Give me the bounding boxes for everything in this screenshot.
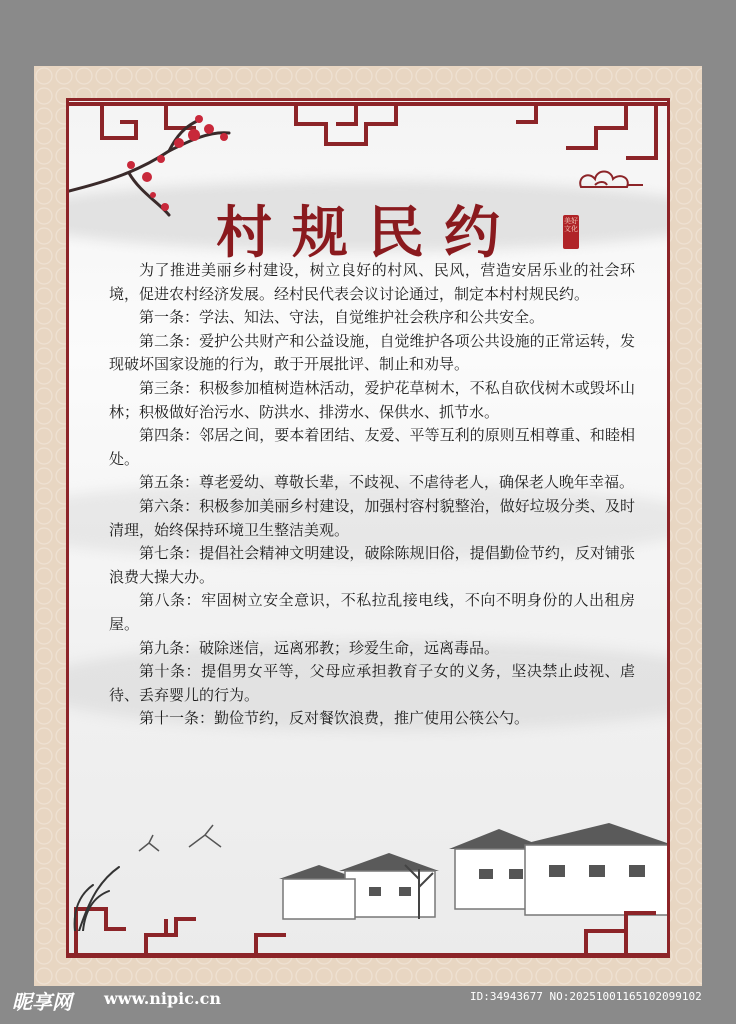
article-6: 第六条：积极参加美丽乡村建设，加强村容村貌整治，做好垃圾分类、及时清理，始终保持环境卫生整洁美观。 (109, 496, 635, 539)
article-5: 第五条：尊老爱幼、尊敬长辈，不歧视、不虐待老人，确保老人晚年幸福。 (139, 473, 635, 492)
intro-paragraph: 为了推进美丽乡村建设，树立良好的村风、民风，营造安居乐业的社会环境，促进农村经济发展。经村民代表会议讨论通过，制定本村村规民约。 (109, 261, 635, 303)
bottom-lattice-ornament (66, 889, 670, 958)
page-title: 村规民约 (216, 200, 520, 266)
article-4: 第四条：邻居之间，要本着团结、友爱、平等互利的原则互相尊重、和睦相处。 (109, 426, 635, 468)
article-3: 第三条：积极参加植树造林活动，爱护花草树木，不私自砍伐树木或毁坏山林；积极做好治污水、防洪水、排涝水、保供水、抓节水。 (109, 378, 635, 421)
regulations-text (109, 259, 635, 731)
watermark-id: ID:34943677 NO:20251001165102099102 (470, 990, 702, 1003)
article-2: 第二条：爱护公共财产和公益设施，自觉维护各项公共设施的正常运转，发现破坏国家设施的行为，敢于开展批评、制止和劝导。 (109, 331, 635, 374)
orchid-leaves-icon (69, 861, 139, 931)
article-10: 第十条：提倡男女平等，父母应承担教育子女的义务，坚决禁止歧视、虐待、丢弃婴儿的行为。 (109, 662, 635, 704)
watermark-logo: 昵享网 (12, 990, 72, 1014)
article-9: 第九条：破除迷信，远离邪教；珍爱生命，远离毒品。 (139, 638, 500, 657)
red-seal-stamp: 美好文化 (563, 215, 579, 249)
watermark-url: www.nipic.cn (104, 989, 221, 1008)
flying-cranes-icon (129, 821, 239, 861)
article-11: 第十一条：勤俭节约，反对餐饮浪费，推广使用公筷公勺。 (139, 709, 530, 728)
article-7: 第七条：提倡社会精神文明建设，破除陈规旧俗，提倡勤俭节约，反对铺张浪费大操大办。 (109, 544, 635, 586)
article-8: 第八条：牢固树立安全意识，不私拉乱接电线，不向不明身份的人出租房屋。 (109, 591, 635, 633)
article-1: 第一条：学法、知法、守法，自觉维护社会秩序和公共安全。 (139, 308, 545, 327)
content-panel (66, 98, 670, 958)
